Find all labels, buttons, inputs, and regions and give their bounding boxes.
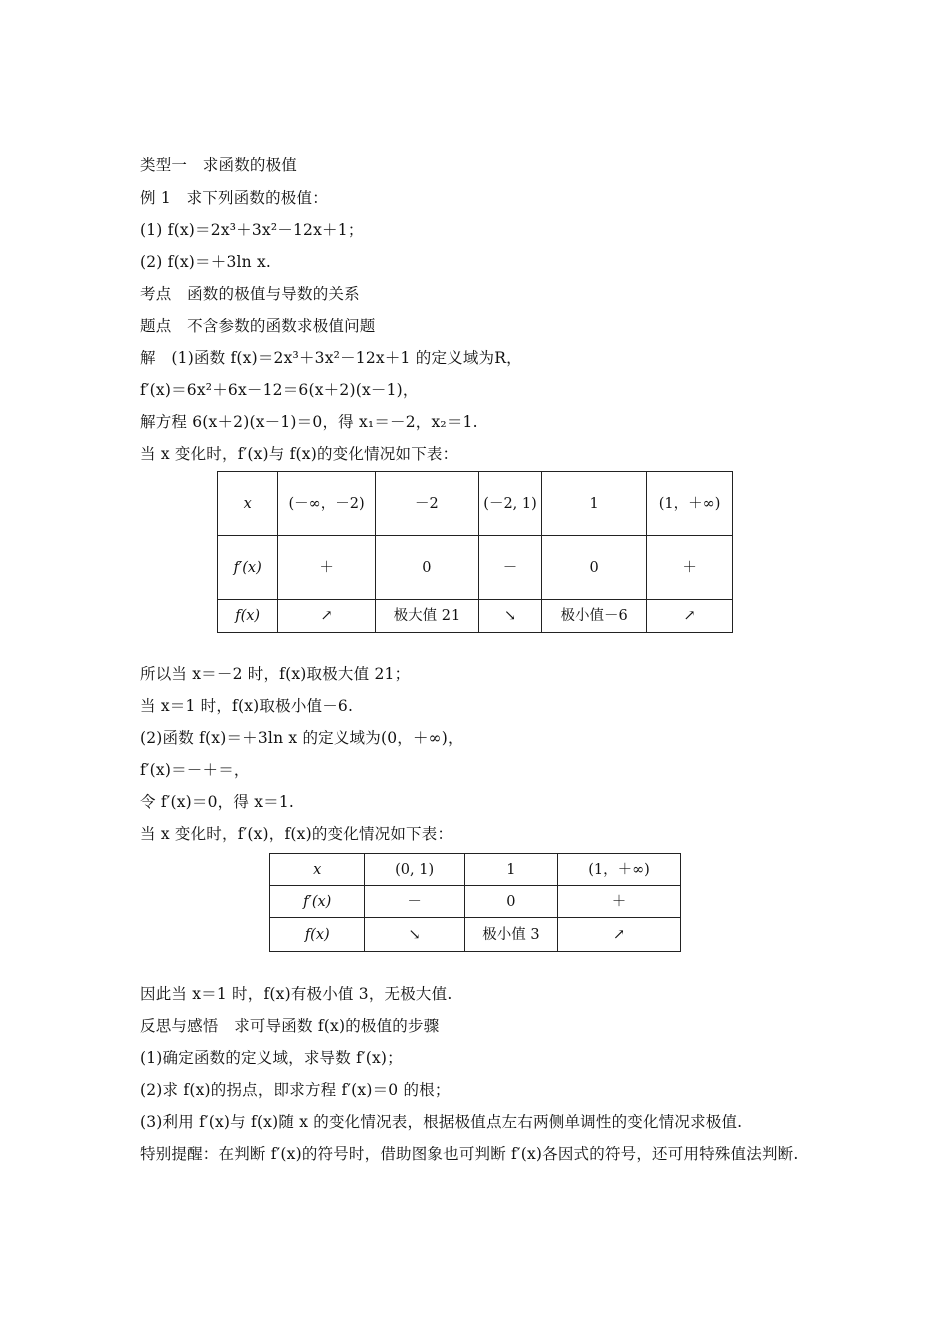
table-cell: 1	[464, 854, 557, 886]
solution-line-1: 解 (1)函数 f(x)＝2x³＋3x²－12x＋1 的定义域为R，	[140, 349, 522, 367]
solution-line-8: f′(x)＝－＋＝，	[140, 761, 250, 779]
table-row	[218, 536, 733, 600]
table-cell: －	[478, 536, 541, 600]
section-title: 类型一 求函数的极值	[140, 156, 298, 174]
table-cell: (1，＋∞)	[558, 854, 681, 886]
table-row	[270, 918, 681, 952]
table-cell: ↗	[278, 600, 375, 633]
solution-line-9: 令 f′(x)＝0，得 x＝1.	[140, 793, 295, 811]
variation-table-2	[269, 853, 681, 952]
table-cell: f′(x)	[270, 886, 365, 918]
solution-line-3: 解方程 6(x＋2)(x－1)＝0，得 x₁＝－2，x₂＝1.	[140, 413, 478, 431]
table-cell: 0	[464, 886, 557, 918]
example-title: 例 1 求下列函数的极值：	[140, 189, 328, 207]
solution-line-4: 当 x 变化时，f′(x)与 f(x)的变化情况如下表：	[140, 445, 459, 463]
problem-1: (1) f(x)＝2x³＋3x²－12x＋1；	[140, 221, 364, 239]
step-2: (2)求 f(x)的拐点，即求方程 f′(x)＝0 的根；	[140, 1081, 451, 1099]
table-cell: 0	[375, 536, 478, 600]
table-cell: ＋	[558, 886, 681, 918]
tidian-label: 题点 不含参数的函数求极值问题	[140, 317, 376, 335]
table-cell: ↗	[647, 600, 733, 633]
table-cell: －2	[375, 472, 478, 536]
table-row	[218, 472, 733, 536]
solution-line-6: 当 x＝1 时，f(x)取极小值－6.	[140, 697, 354, 715]
table-cell: ＋	[278, 536, 375, 600]
table-cell: (1，＋∞)	[647, 472, 733, 536]
table-cell: f(x)	[218, 600, 278, 633]
table-cell: (－∞，－2)	[278, 472, 375, 536]
table-cell: (0, 1)	[365, 854, 464, 886]
solution-line-7: (2)函数 f(x)＝＋3ln x 的定义域为(0，＋∞)，	[140, 729, 464, 747]
table-cell: x	[270, 854, 365, 886]
table-cell: 极大值 21	[375, 600, 478, 633]
special-note: 特别提醒：在判断 f′(x)的符号时，借助图象也可判断 f′(x)各因式的符号，还可用特殊值法判断.	[140, 1145, 799, 1163]
table-row	[218, 600, 733, 633]
reflection-title: 反思与感悟 求可导函数 f(x)的极值的步骤	[140, 1017, 440, 1035]
table-cell: f′(x)	[218, 536, 278, 600]
step-3: (3)利用 f′(x)与 f(x)随 x 的变化情况表，根据极值点左右两侧单调性的变化情况求极值.	[140, 1113, 743, 1131]
table-cell: －	[365, 886, 464, 918]
solution-line-5: 所以当 x＝－2 时，f(x)取极大值 21；	[140, 665, 411, 683]
table-cell: f(x)	[270, 918, 365, 952]
table-cell: (－2, 1)	[478, 472, 541, 536]
table-cell: ↗	[558, 918, 681, 952]
problem-2: (2) f(x)＝＋3ln x.	[140, 253, 272, 271]
table-cell: 极小值 3	[464, 918, 557, 952]
table-cell: ↘	[478, 600, 541, 633]
step-1: (1)确定函数的定义域，求导数 f′(x)；	[140, 1049, 403, 1067]
table-cell: ↘	[365, 918, 464, 952]
table-cell: ＋	[647, 536, 733, 600]
kaodian-label: 考点 函数的极值与导数的关系	[140, 285, 360, 303]
solution-line-2: f′(x)＝6x²＋6x－12＝6(x＋2)(x－1)，	[140, 381, 419, 399]
variation-table-1	[217, 471, 733, 633]
table-cell: 极小值－6	[542, 600, 647, 633]
solution-line-10: 当 x 变化时，f′(x)，f(x)的变化情况如下表：	[140, 825, 454, 843]
solution-line-11: 因此当 x＝1 时，f(x)有极小值 3，无极大值.	[140, 985, 453, 1003]
table-row	[270, 854, 681, 886]
table-cell: 1	[542, 472, 647, 536]
table-row	[270, 886, 681, 918]
table-cell: x	[218, 472, 278, 536]
table-cell: 0	[542, 536, 647, 600]
